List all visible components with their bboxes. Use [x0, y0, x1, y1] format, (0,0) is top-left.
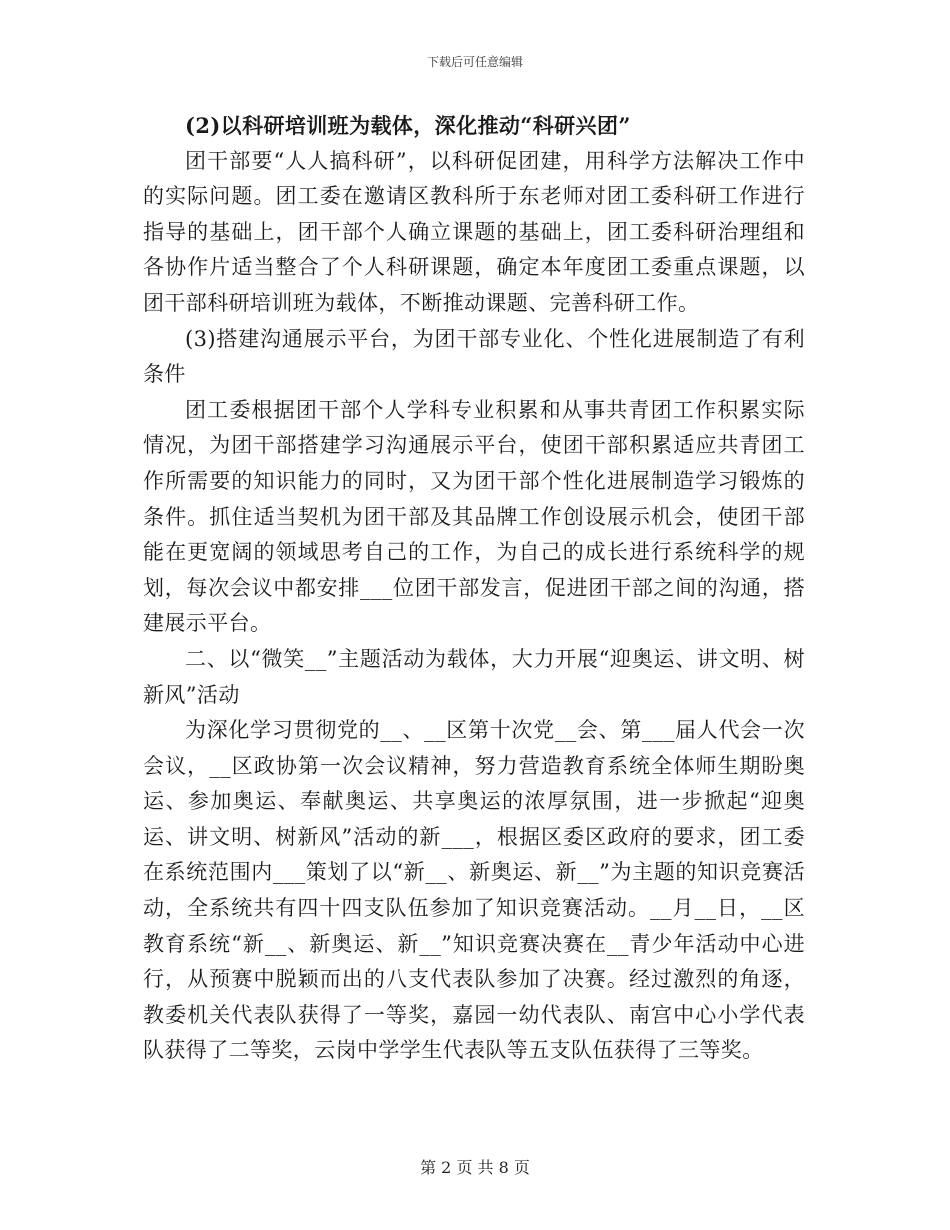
document-body: [143, 108, 805, 1069]
body-paragraph: 为深化学习贯彻党的__、__区第十次党__会、第___届人代会一次会议，__区政协第一次会议精神，努力营造教育系统全体师生期盼奥运、参加奥运、奉献奥运、共享奥运的浓厚氛围，进一步掀起“迎奥运、讲文明、树新风”活动的新___，根据区委区政府的要求，团工委在系统范围内___策划了以“新__、新奥运、新__”为主题的知识竞赛活动，全系统共有四十四支队伍参加了知识竞赛活动。__月__日，__区教育系统“新__、新奥运、新__”知识竞赛决赛在__青少年活动中心进行，从预赛中脱颖而出的八支代表队参加了决赛。经过激烈的角逐，教委机关代表队获得了一等奖，嘉园一幼代表队、南宫中心小学代表队获得了二等奖，云岗中学学生代表队等五支队伍获得了三等奖。: [143, 718, 805, 1063]
section-heading-3: (3)搭建沟通展示平台，为团干部专业化、个性化进展制造了有利条件: [143, 326, 805, 387]
header-note: 下载后可任意编辑: [426, 55, 523, 69]
body-paragraph: 团干部要“人人搞科研”，以科研促团建，用科学方法解决工作中的实际问题。团工委在邀请区教科所于东老师对团工委科研工作进行指导的基础上，团干部个人确立课题的基础上，团工委科研治理组和各协作片适当整合了个人科研课题，确定本年度团工委重点课题，以团干部科研培训班为载体，不断推动课题、完善科研工作。: [143, 148, 805, 315]
section-heading-two: 二、以“微笑__”主题活动为载体，大力开展“迎奥运、讲文明、树新风”活动: [143, 646, 805, 707]
section-heading-2: (2)以科研培训班为载体，深化推动“科研兴团”: [185, 113, 631, 138]
page-number: 第 2 页 共 8 页: [420, 1158, 530, 1177]
body-paragraph: 团工委根据团干部个人学科专业积累和从事共青团工作积累实际情况，为团干部搭建学习沟通展示平台，使团干部积累适应共青团工作所需要的知识能力的同时，又为团干部个性化进展制造学习锻炼的条件。抓住适当契机为团干部及其品牌工作创设展示机会，使团干部能在更宽阔的领域思考自己的工作，为自己的成长进行系统科学的规划，每次会议中都安排___位团干部发言，促进团干部之间的沟通，搭建展示平台。: [143, 397, 805, 636]
